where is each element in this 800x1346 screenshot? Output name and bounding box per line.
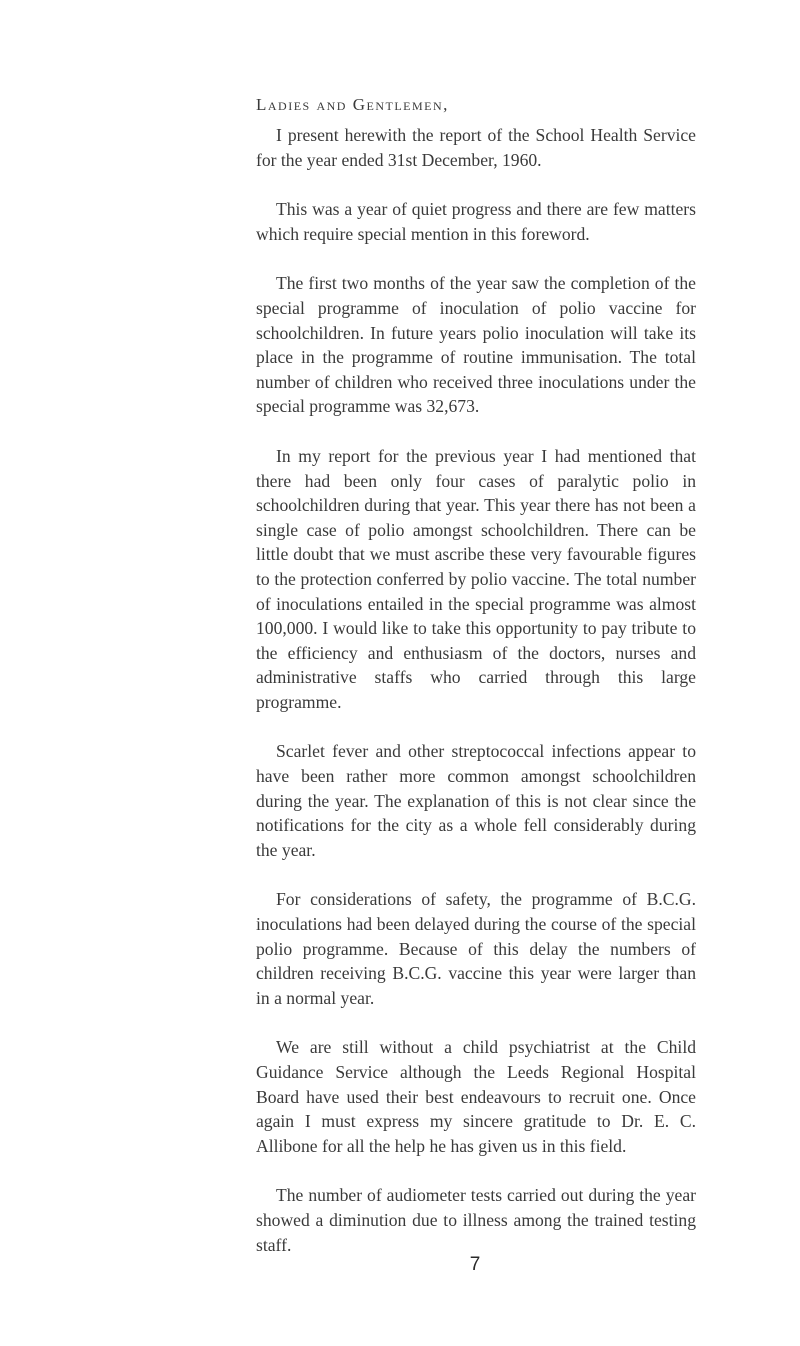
paragraph-4: In my report for the previous year I had mentioned that there had been only four cases of paralytic polio in schoolchildren during that year. This year there has not been a single case of polio amongst schoolchildren. There can be little doubt that we must ascribe these very favourable figures to the protection conferred by polio vaccine. The total number of inoculations entailed in the special programme was almost 100,000. I would like to take this opportunity to pay tribute to the efficiency and enthusiasm of the doctors, nurses and administrative staffs who carried through this large programme. xyxy=(256,445,696,712)
paragraph-6: For considerations of safety, the programme of B.C.G. inoculations had been delayed during the course of the special polio programme. Because of this delay the numbers of children receiving B.C.G. vaccine this year were larger than in a normal year. xyxy=(256,889,696,1008)
body-text xyxy=(256,93,696,1282)
paragraph-8: The number of audiometer tests carried out during the year showed a diminution due to illness among the trained testing staff. xyxy=(256,1185,696,1255)
page-number: 7 xyxy=(469,1254,481,1275)
salutation: Ladies and Gentlemen, xyxy=(256,95,449,114)
paragraph-3: The first two months of the year saw the completion of the special programme of inoculation of polio vaccine for schoolchildren. In future years polio inoculation will take its place in the programme of routine immunisation. The total number of children who received three inoculations under the special programme was 32,673. xyxy=(256,273,696,417)
paragraph-2: This was a year of quiet progress and there are few matters which require special mention in this foreword. xyxy=(256,199,696,244)
paragraph-5: Scarlet fever and other streptococcal infections appear to have been rather more common amongst schoolchildren during the year. The explanation of this is not clear since the notifications for the city as a whole fell considerably during the year. xyxy=(256,741,696,860)
paragraph-7: We are still without a child psychiatrist at the Child Guidance Service although the Leeds Regional Hospital Board have used their best endeavours to recruit one. Once again I must express my sincere gratitude to Dr. E. C. Allibone for all the help he has given us in this field. xyxy=(256,1037,696,1156)
paragraph-1: I present herewith the report of the School Health Service for the year ended 31st December, 1960. xyxy=(256,125,696,170)
